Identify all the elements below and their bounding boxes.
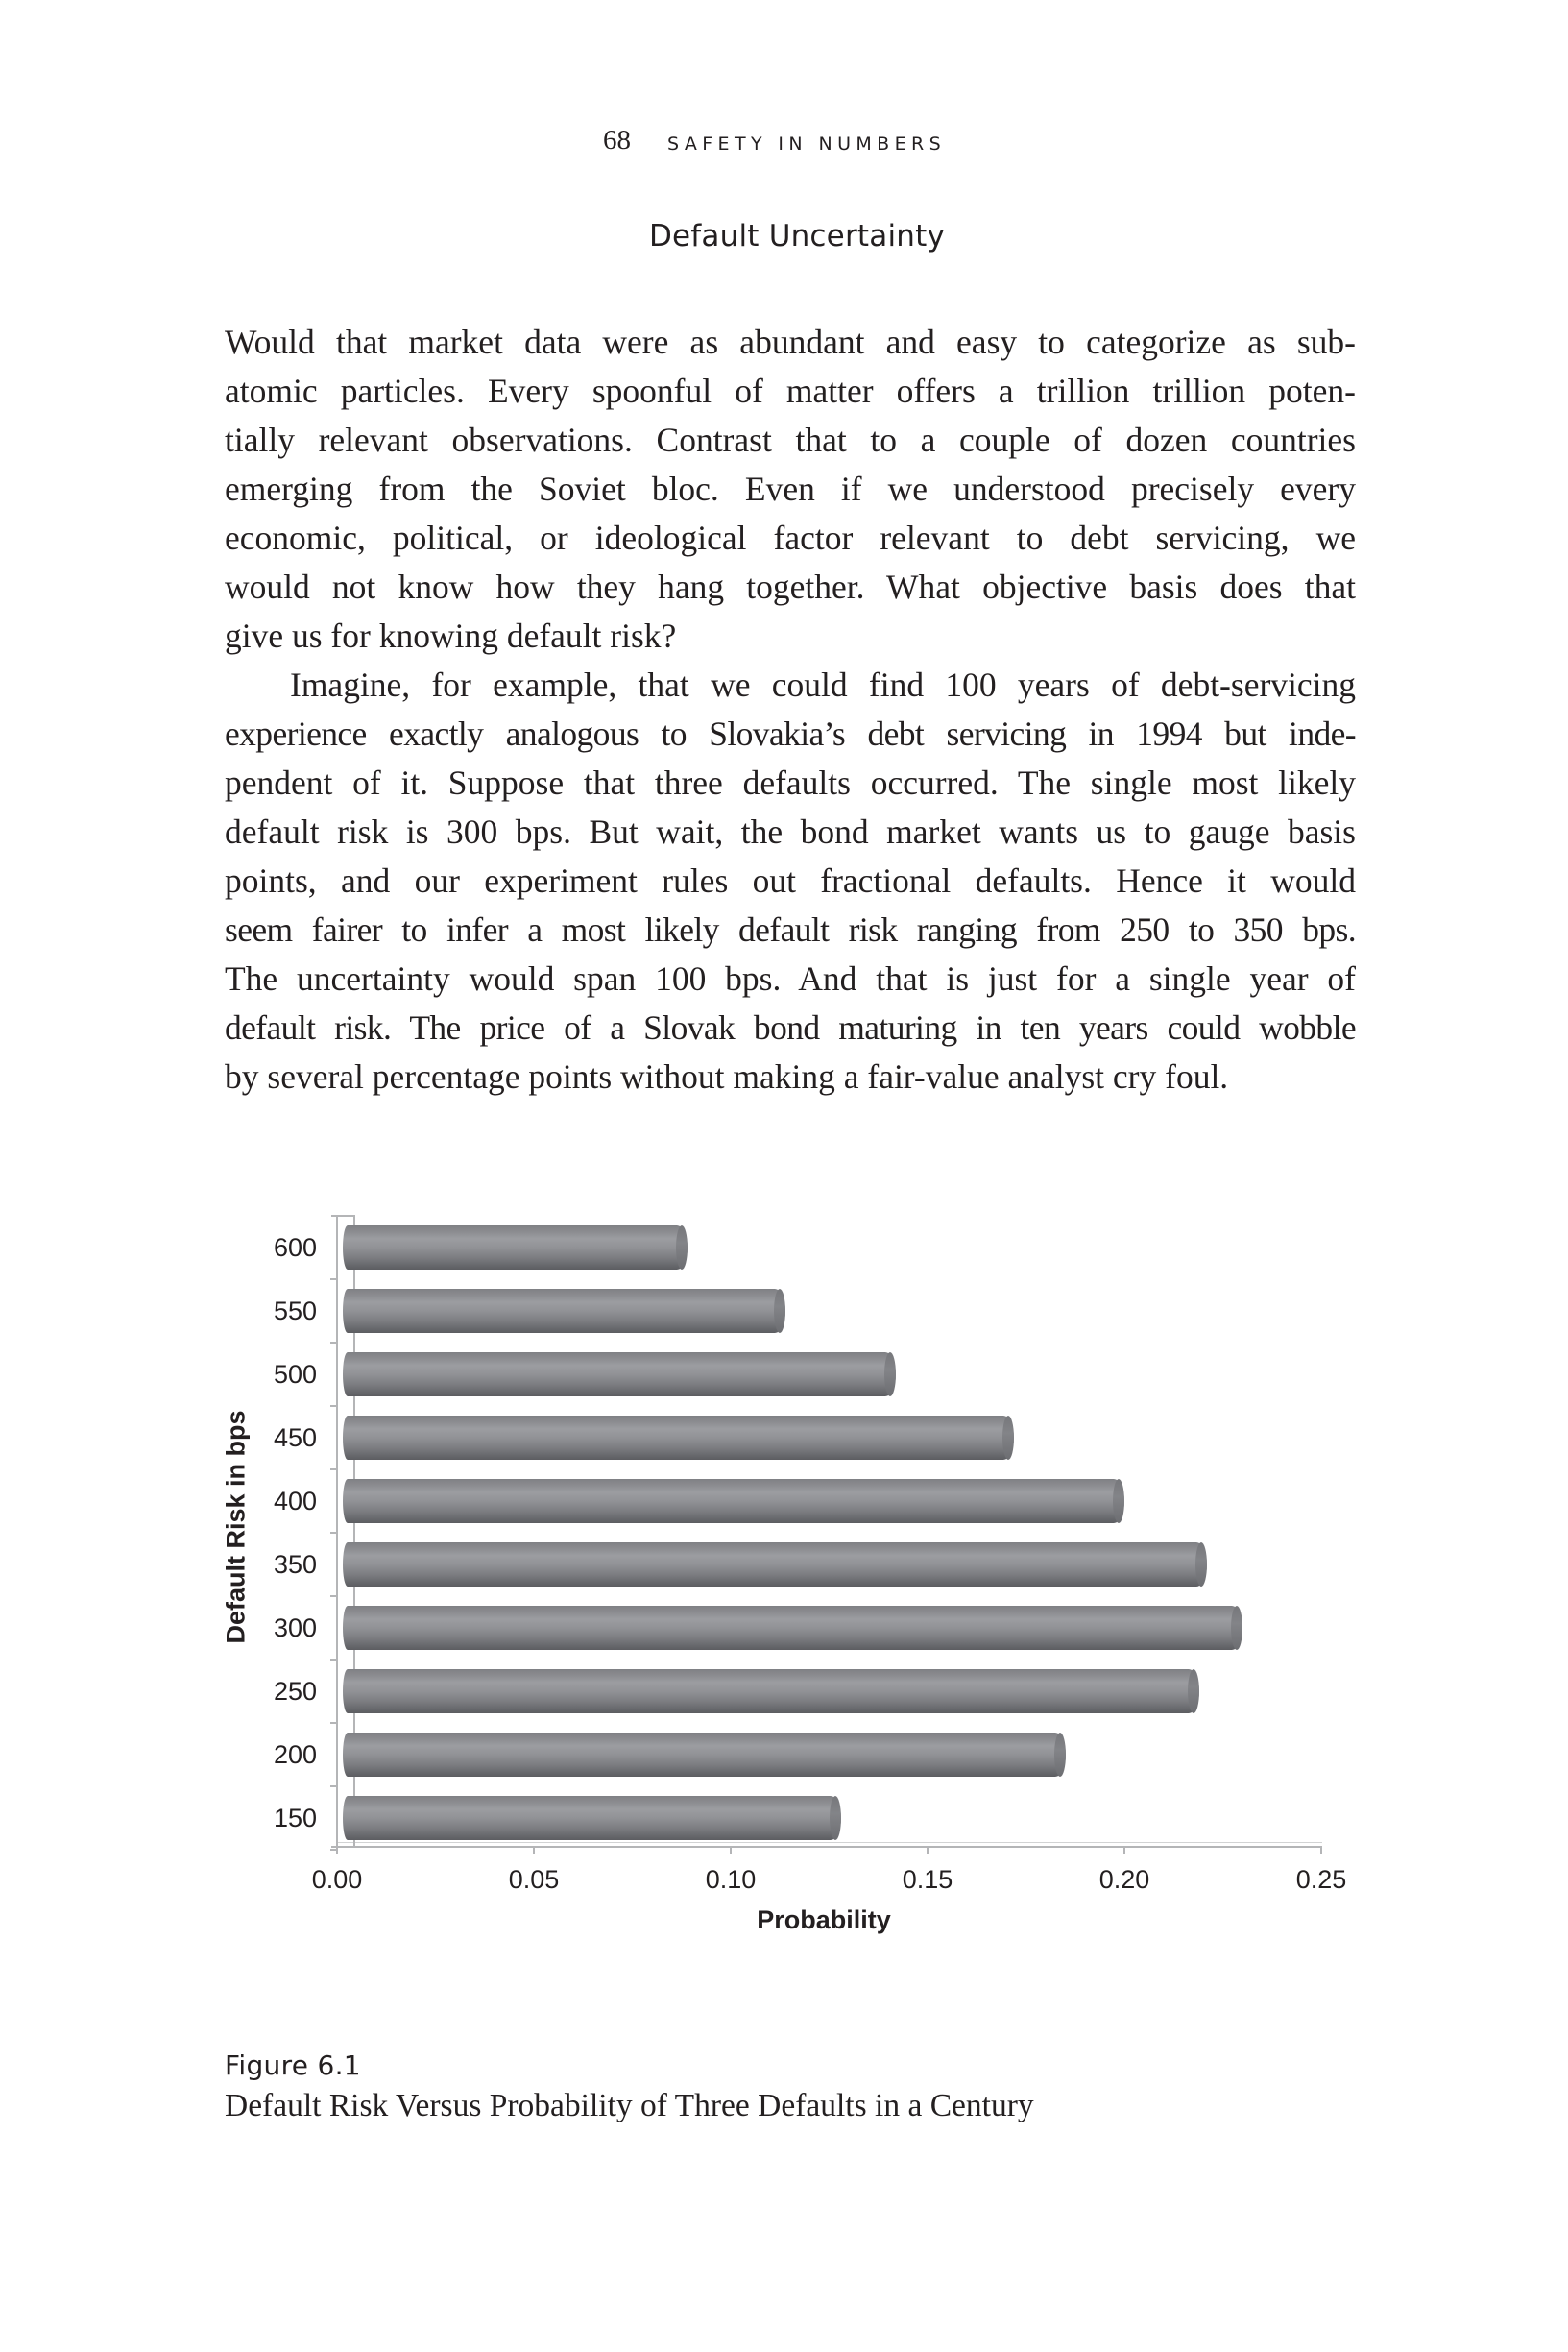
y-axis-title: Default Risk in bps (221, 1410, 251, 1644)
bar-300 (343, 1606, 1242, 1650)
text-line: default risk is 300 bps. But wait, the bond market wants us to gauge basis (225, 812, 1356, 851)
text-line: tially relevant observations. Contrast that to a couple of dozen countries (225, 421, 1356, 459)
bar-550 (343, 1289, 785, 1333)
y-tick-label: 550 (273, 1297, 317, 1325)
text-line: atomic particles. Every spoonful of matter offers a trillion trillion poten- (225, 372, 1356, 410)
bar-500 (343, 1352, 896, 1396)
text-line: default risk. The price of a Slovak bond maturing in ten years could wobble (225, 1008, 1356, 1047)
text-line: points, and our experiment rules out fractional defaults. Hence it would (225, 861, 1356, 900)
y-tick-label: 200 (273, 1740, 317, 1769)
x-tick-label: 0.25 (1295, 1865, 1347, 1894)
y-tick-label: 250 (273, 1677, 317, 1706)
text-line: Imagine, for example, that we could find 100 years of debt-servicing (290, 666, 1356, 704)
x-tick-label: 0.15 (902, 1865, 953, 1894)
y-tick-mark (330, 1532, 338, 1534)
text-line: seem fairer to infer a most likely default risk ranging from 250 to 350 bps. (225, 910, 1356, 949)
running-header (0, 123, 1568, 161)
text-line: Would that market data were as abundant and easy to categorize as sub- (225, 323, 1356, 361)
x-axis-inner-line (338, 1842, 1322, 1843)
body-text (225, 318, 1356, 1102)
x-tick-mark (1320, 1846, 1322, 1854)
y-tick-mark (330, 1278, 338, 1280)
y-tick-mark (330, 1785, 338, 1787)
y-tick-label: 600 (273, 1233, 317, 1262)
running-title: SAFETY IN NUMBERS (667, 133, 947, 155)
y-tick-label: 350 (273, 1550, 317, 1579)
text-line: economic, political, or ideological factor relevant to debt servicing, we (225, 519, 1356, 557)
x-tick-mark (730, 1846, 732, 1854)
x-tick-label: 0.20 (1098, 1865, 1150, 1894)
bar-200 (343, 1733, 1066, 1777)
bar-600 (343, 1225, 688, 1270)
text-line: The uncertainty would span 100 bps. And that is just for a single year of (225, 959, 1356, 998)
y-tick-label: 150 (273, 1804, 317, 1832)
bar-350 (343, 1542, 1207, 1587)
x-tick-label: 0.05 (508, 1865, 560, 1894)
y-tick-mark (330, 1595, 338, 1597)
y-tick-mark (330, 1659, 338, 1661)
text-line: would not know how they hang together. What objective basis does that (225, 568, 1356, 606)
text-line: pendent of it. Suppose that three defaults occurred. The single most likely (225, 764, 1356, 802)
y-tick-mark (330, 1468, 338, 1470)
bar-150 (343, 1796, 841, 1840)
text-line: by several percentage points without making a fair-value analyst cry foul. (225, 1057, 1229, 1096)
figure-label: Figure 6.1 (225, 2049, 361, 2081)
x-tick-mark (336, 1846, 338, 1854)
y-tick-label: 450 (273, 1423, 317, 1452)
text-line: emerging from the Soviet bloc. Even if we understood precisely every (225, 470, 1356, 508)
x-tick-mark (927, 1846, 929, 1854)
bar-450 (343, 1416, 1014, 1460)
text-line: give us for knowing default risk? (225, 617, 677, 655)
y-tick-mark (330, 1342, 338, 1344)
page-number: 68 (603, 125, 631, 156)
x-axis-title: Probability (757, 1905, 891, 1934)
x-axis-line (331, 1846, 1322, 1848)
x-tick-label: 0.00 (311, 1865, 363, 1894)
y-tick-label: 500 (273, 1360, 317, 1389)
y-axis-top-cap (331, 1215, 355, 1217)
figure-caption: Default Risk Versus Probability of Three Defaults in a Century (225, 2088, 1034, 2123)
x-tick-mark (533, 1846, 535, 1854)
bar-250 (343, 1669, 1199, 1713)
x-tick-label: 0.10 (705, 1865, 757, 1894)
bar-400 (343, 1479, 1124, 1523)
text-line: experience exactly analogous to Slovakia’s debt servicing in 1994 but inde- (225, 715, 1356, 753)
x-tick-mark (1123, 1846, 1125, 1854)
section-title: Default Uncertainty (648, 219, 946, 254)
paragraph-2 (225, 661, 1356, 1102)
y-tick-mark (330, 1722, 338, 1724)
y-tick-mark (330, 1405, 338, 1407)
y-tick-label: 300 (273, 1613, 317, 1642)
paragraph-1 (225, 318, 1356, 661)
y-tick-label: 400 (273, 1487, 317, 1515)
